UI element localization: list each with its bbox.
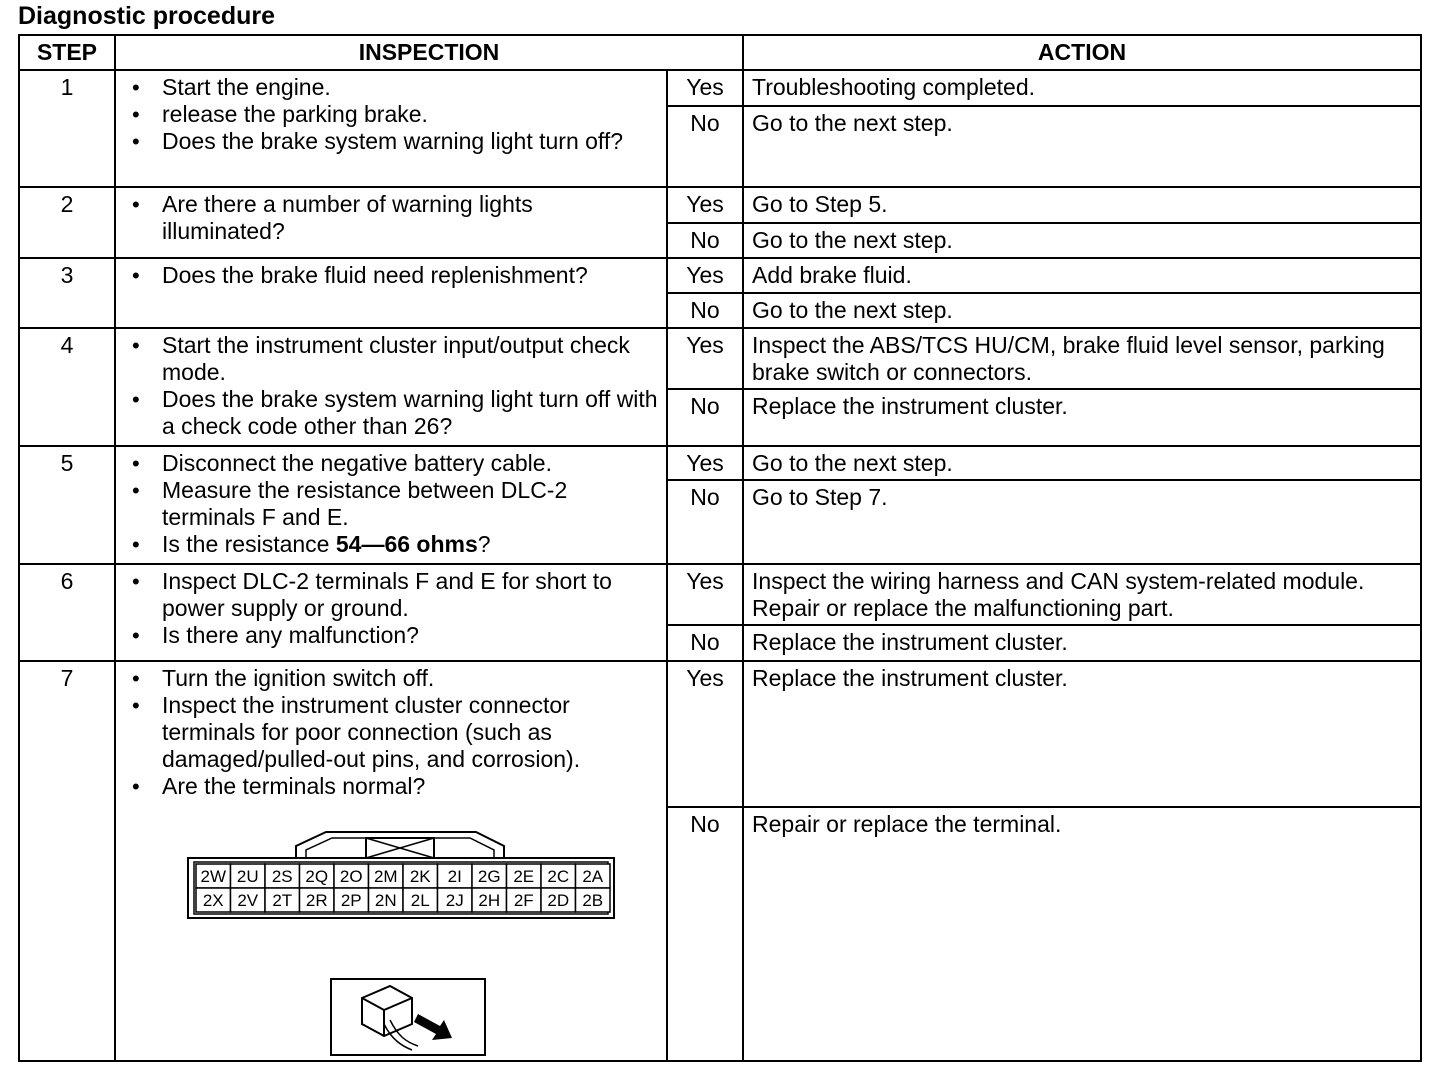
connector-pin-label: 2A [582,867,604,886]
step-number: 4 [19,328,115,446]
inspection-cell [115,446,667,564]
inspection-item: • Measure the resistance between DLC-2 terminals F and E. [126,477,660,531]
connector-figure [126,828,660,1058]
no-action: Go to the next step. [743,223,1421,258]
inspection-item: • Start the engine. [126,74,660,101]
no-label: No [667,480,743,564]
inspection-text: Is the resistance [162,531,336,557]
connector-pin-label: 2X [202,891,224,910]
connector-pin-label: 2D [547,891,570,910]
connector-pin-label: 2N [374,891,397,910]
inspection-cell [115,564,667,661]
no-label: No [667,106,743,187]
no-label: No [667,807,743,1061]
page-title: Diagnostic procedure [18,2,275,30]
header-action: ACTION [743,35,1421,70]
no-label: No [667,293,743,328]
connector-pin-label: 2V [237,891,259,910]
connector-pin-label: 2Q [305,867,329,886]
yes-action: Inspect the wiring harness and CAN system-related module. Repair or replace the malfunctioning part. [743,564,1421,625]
yes-action: Go to the next step. [743,446,1421,480]
connector-pin-label: 2C [547,867,570,886]
no-action: Go to the next step. [743,106,1421,187]
connector-pin-label: 2T [272,891,293,910]
header-inspection: INSPECTION [115,35,743,70]
connector-pin-label: 2O [339,867,363,886]
table-row [19,70,1421,106]
yes-label: Yes [667,564,743,625]
inspection-cell [115,187,667,258]
connector-pin-label: 2E [513,867,535,886]
connector-pin-label: 2H [478,891,501,910]
inspection-item: • Start the instrument cluster input/output check mode. [126,332,660,386]
yes-label: Yes [667,328,743,389]
connector-pin-label: 2R [305,891,328,910]
connector-pin-label: 2P [340,891,362,910]
step-number: 1 [19,70,115,187]
inspection-cell [115,70,667,187]
connector-pin-label: 2W [200,867,226,886]
inspection-text: ? [477,531,491,557]
connector-pin-label: 2J [445,891,464,910]
inspection-item: • Does the brake system warning light turn off? [126,128,660,155]
connector-pin-label: 2U [236,867,259,886]
table-row [19,661,1421,807]
connector-diagram [186,828,626,923]
step-number: 3 [19,258,115,328]
no-action: Go to the next step. [743,293,1421,328]
header-step: STEP [19,35,115,70]
inspection-cell [115,328,667,446]
connector-pin-label: 2I [447,867,462,886]
connector-pin-label: 2S [271,867,293,886]
yes-action: Go to Step 5. [743,187,1421,223]
table-row [19,446,1421,480]
inspection-cell [115,661,667,1061]
step-number: 2 [19,187,115,258]
inspection-item [126,531,660,558]
resistance-value: 54—66 ohms [335,531,478,557]
inspection-item: • Does the brake system warning light turn off with a check code other than 26? [126,386,660,440]
header-row [19,35,1421,70]
connector-pin-label: 2L [410,891,430,910]
yes-label: Yes [667,661,743,807]
step-number: 5 [19,446,115,564]
inspection-item: • Are the terminals normal? [126,773,660,800]
step-number: 6 [19,564,115,661]
inspection-item: • Inspect the instrument cluster connector terminals for poor connection (such as damaged/pulled-out pins, and corrosion). [126,692,660,773]
inspection-item: • Turn the ignition switch off. [126,665,660,692]
yes-label: Yes [667,187,743,223]
table-row [19,258,1421,293]
inspection-item: • release the parking brake. [126,101,660,128]
yes-label: Yes [667,258,743,293]
inspection-item: • Disconnect the negative battery cable. [126,450,660,477]
connector-view-icon [330,978,486,1056]
yes-action: Inspect the ABS/TCS HU/CM, brake fluid level sensor, parking brake switch or connectors. [743,328,1421,389]
no-label: No [667,625,743,661]
table-row [19,328,1421,389]
yes-label: Yes [667,70,743,106]
no-label: No [667,389,743,446]
step-number: 7 [19,661,115,1061]
no-action: Go to Step 7. [743,480,1421,564]
yes-action: Replace the instrument cluster. [743,661,1421,807]
no-label: No [667,223,743,258]
yes-label: Yes [667,446,743,480]
inspection-item: • Inspect DLC-2 terminals F and E for short to power supply or ground. [126,568,660,622]
no-action: Replace the instrument cluster. [743,625,1421,661]
connector-pin-label: 2K [409,867,431,886]
yes-action: Add brake fluid. [743,258,1421,293]
connector-pin-label: 2G [477,867,501,886]
yes-action: Troubleshooting completed. [743,70,1421,106]
inspection-item: • Does the brake fluid need replenishment? [126,262,660,289]
connector-pin-label: 2F [513,891,534,910]
no-action: Replace the instrument cluster. [743,389,1421,446]
inspection-item: • Are there a number of warning lights illuminated? [126,191,660,245]
inspection-item: • Is there any malfunction? [126,622,660,649]
table-row [19,187,1421,223]
diagnostic-table [18,34,1422,1062]
connector-pin-label: 2B [582,891,604,910]
no-action: Repair or replace the terminal. [743,807,1421,1061]
connector-pin-label: 2M [373,867,398,886]
inspection-cell [115,258,667,328]
table-row [19,564,1421,625]
